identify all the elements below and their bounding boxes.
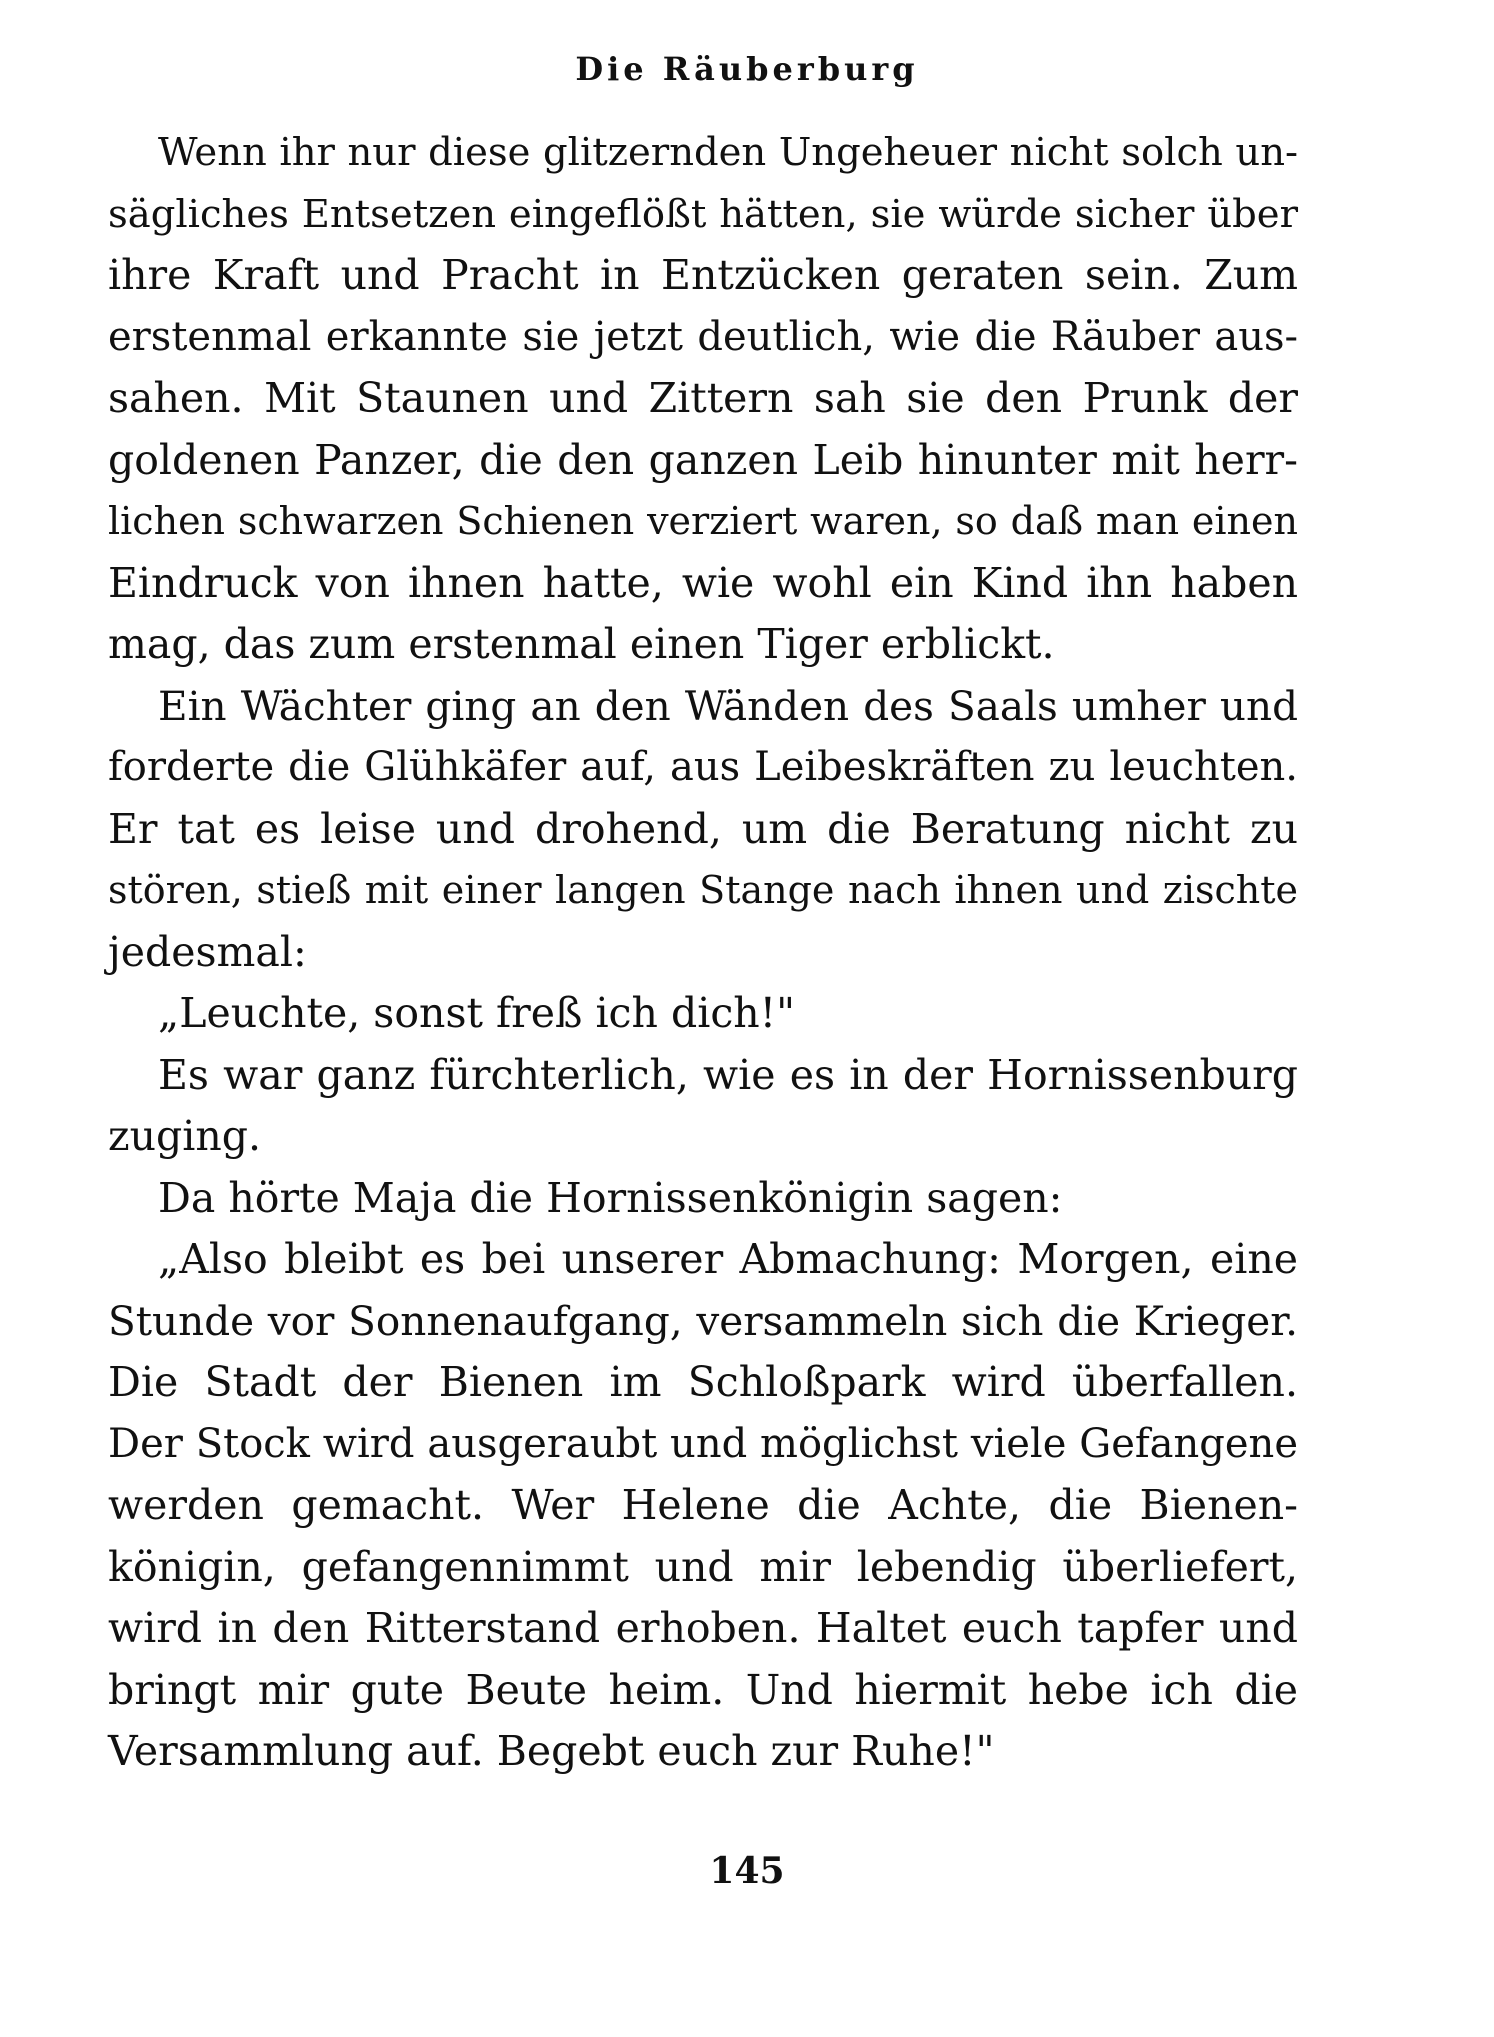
text-line: „Leuchte, sonst freß ich dich!": [158, 989, 796, 1037]
text-line: forderte die Glühkäfer auf, aus Leibeskräften zu leuchten.: [108, 744, 1298, 790]
text-line: goldenen Panzer, die den ganzen Leib hinunter mit herr-: [108, 435, 1298, 484]
text-line: werden gemacht. Wer Helene die Achte, die Bienen-: [108, 1481, 1298, 1529]
text-line: ihre Kraft und Pracht in Entzücken geraten sein. Zum: [108, 251, 1298, 299]
text-line: Er tat es leise und drohend, um die Beratung nicht zu: [108, 804, 1298, 853]
text-line: Ein Wächter ging an den Wänden des Saals umher und: [158, 681, 1298, 730]
text-line: mag, das zum erstenmal einen Tiger erblickt.: [108, 620, 1055, 668]
text-line: stören, stieß mit einer langen Stange nach ihnen und zischte: [108, 868, 1298, 912]
text-line: Wenn ihr nur diese glitzernden Ungeheuer nicht solch un-: [158, 130, 1298, 175]
text-line: erstenmal erkannte sie jetzt deutlich, wie die Räuber aus-: [108, 313, 1298, 360]
text-line: Da hörte Maja die Hornissenkönigin sagen:: [158, 1173, 1063, 1222]
page-number: 145: [709, 1850, 785, 1892]
text-line: Versammlung auf. Begebt euch zur Ruhe!": [108, 1727, 995, 1775]
text-line: königin, gefangennimmt und mir lebendig überliefert,: [108, 1542, 1298, 1591]
text-line: Eindruck von ihnen hatte, wie wohl ein Kind ihn haben: [108, 558, 1298, 607]
text-line: Stunde vor Sonnenaufgang, versammeln sich die Krieger.: [108, 1296, 1298, 1345]
text-line: „Also bleibt es bei unserer Abmachung: Morgen, eine: [158, 1235, 1298, 1283]
text-line: Es war ganz fürchterlich, wie es in der Hornissenburg: [158, 1050, 1298, 1099]
text-line: sahen. Mit Staunen und Zittern sah sie den Prunk der: [108, 374, 1298, 422]
text-line: Der Stock wird ausgeraubt und möglichst viele Gefangene: [108, 1420, 1298, 1467]
body-text: [108, 122, 1298, 1783]
text-line: lichen schwarzen Schienen verziert waren, so daß man einen: [108, 499, 1298, 543]
text-line: sägliches Entsetzen eingeflößt hätten, sie würde sicher über: [108, 191, 1298, 237]
text-line: zuging.: [108, 1112, 262, 1160]
running-head: Die Räuberburg: [575, 50, 919, 88]
text-line: jedesmal:: [108, 927, 307, 976]
text-line: bringt mir gute Beute heim. Und hiermit hebe ich die: [108, 1665, 1298, 1714]
text-line: wird in den Ritterstand erhoben. Haltet euch tapfer und: [108, 1604, 1298, 1652]
text-line: Die Stadt der Bienen im Schloßpark wird überfallen.: [108, 1358, 1298, 1406]
